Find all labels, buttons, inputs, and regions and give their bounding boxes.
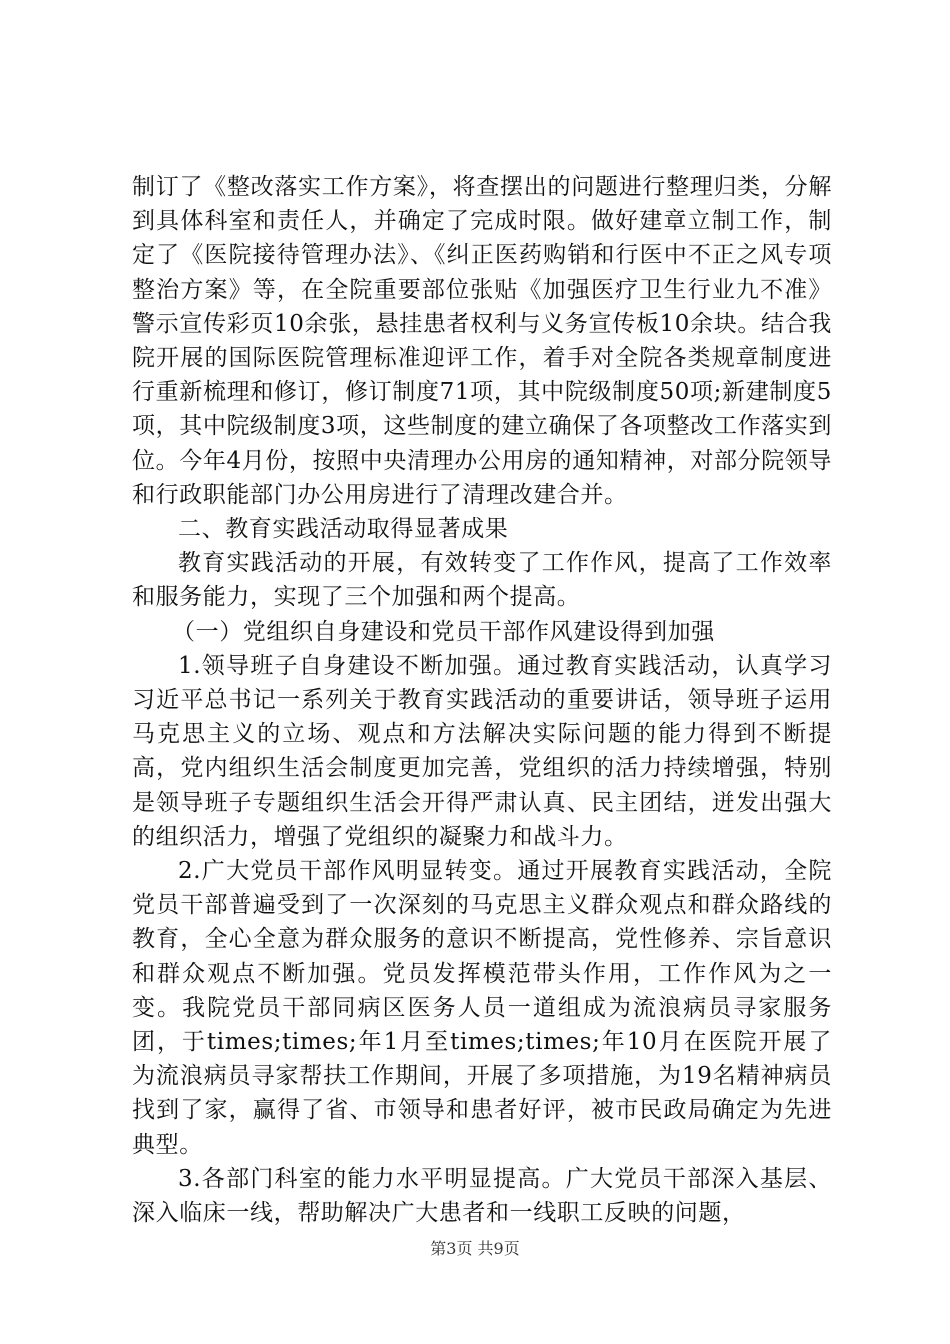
sub-heading-party-building: （一）党组织自身建设和党员干部作风建设得到加强 xyxy=(172,618,715,645)
document-body xyxy=(132,170,832,1230)
paragraph-item-3: 3.各部门科室的能力水平明显提高。广大党员干部深入基层、深入临床一线，帮助解决广大患者和一线职工反映的问题， xyxy=(132,1165,832,1227)
paragraph-intro: 教育实践活动的开展，有效转变了工作作风，提高了工作效率和服务能力，实现了三个加强和两个提高。 xyxy=(132,550,832,611)
paragraph-item-2: 2.广大党员干部作风明显转变。通过开展教育实践活动，全院党员干部普遍受到了一次深刻的马克思主义群众观点和群众路线的教育，全心全意为群众服务的意识不断提高，党性修养、宗旨意识和群众观点不断加强。党员发挥模范带头作用，工作作风为之一变。我院党员干部同病区医务人员一道组成为流浪病员寻家服务团，于times;times;年1月至times;times;年10月在医院开展了为流浪病员寻家帮扶工作期间，开展了多项措施，为19名精神病员找到了家，赢得了省、市领导和患者好评，被市民政局确定为先进典型。 xyxy=(132,858,832,1158)
section-heading-achievements: 二、教育实践活动取得显著成果 xyxy=(178,516,509,543)
paragraph-item-1: 1.领导班子自身建设不断加强。通过教育实践活动，认真学习习近平总书记一系列关于教育实践活动的重要讲话，领导班子运用马克思主义的立场、观点和方法解决实际问题的能力得到不断提高，党内组织生活会制度更加完善，党组织的活力持续增强，特别是领导班子专题组织生活会开得严肃认真、民主团结，迸发出强大的组织活力，增强了党组织的凝聚力和战斗力。 xyxy=(132,652,832,850)
page-footer xyxy=(0,1236,950,1259)
paragraph-regulations: 制订了《整改落实工作方案》，将查摆出的问题进行整理归类，分解到具体科室和责任人，并确定了完成时限。做好建章立制工作，制定了《医院接待管理办法》、《纠正医药购销和行医中不正之风专项整治方案》等，在全院重要部位张贴《加强医疗卫生行业九不准》警示宣传彩页10余张，悬挂患者权利与义务宣传板10余块。结合我院开展的国际医院管理标准迎评工作，着手对全院各类规章制度进行重新梳理和修订，修订制度71项，其中院级制度50项;新建制度5项，其中院级制度3项，这些制度的建立确保了各项整改工作落实到位。今年4月份，按照中央清理办公用房的通知精神，对部分院领导和行政职能部门办公用房进行了清理改建合并。 xyxy=(132,174,832,508)
page-number: 第3页 共9页 xyxy=(430,1239,520,1258)
